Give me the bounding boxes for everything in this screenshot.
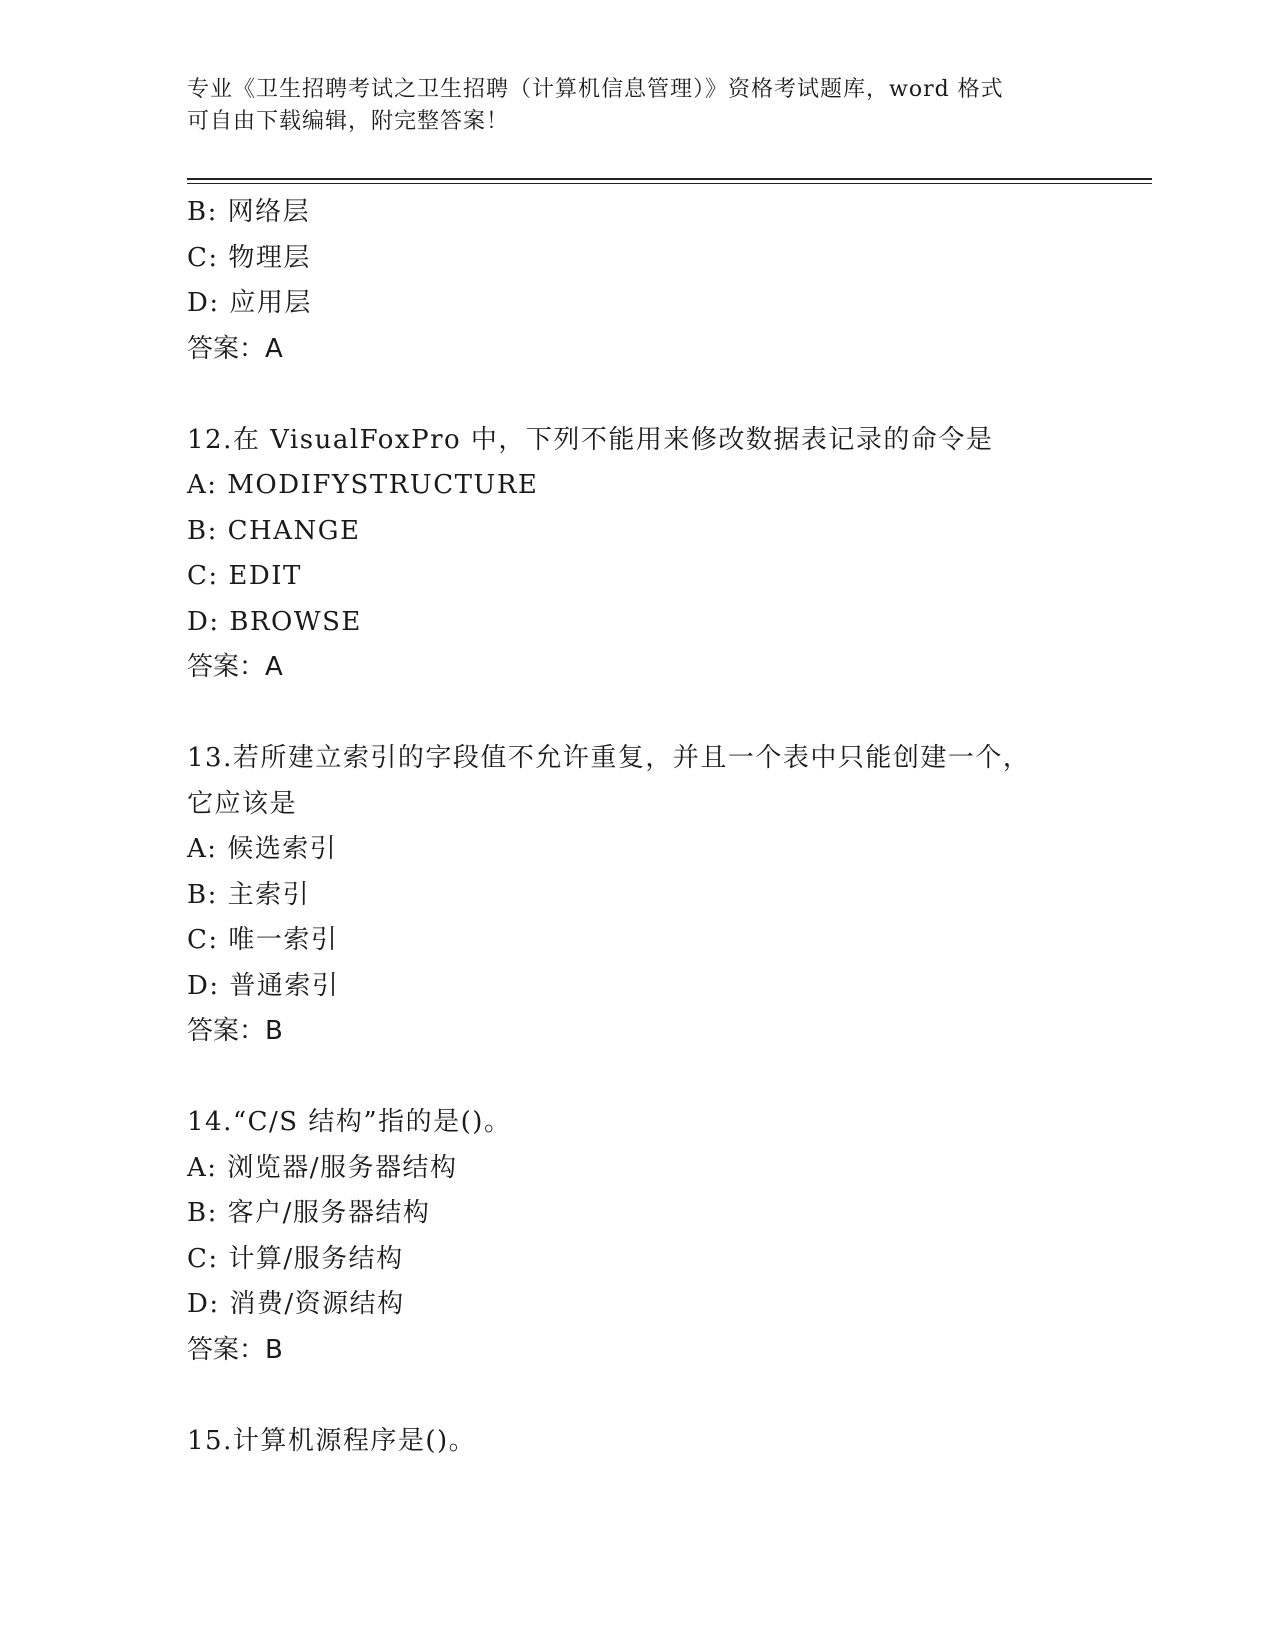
- header-title-line-1: 专业《卫生招聘考试之卫生招聘（计算机信息管理）》资格考试题库，word 格式: [187, 77, 1004, 102]
- spacer: [187, 1055, 1147, 1101]
- option-a: A: MODIFYSTRUCTURE: [187, 470, 539, 500]
- option-d: D: 消费/资源结构: [187, 1289, 405, 1319]
- option-d: D: 应用层: [187, 288, 312, 318]
- option-d: D: 普通索引: [187, 970, 340, 1001]
- page-header: [187, 74, 1087, 138]
- question-stem-line-1: 13.若所建立索引的字段值不允许重复，并且一个表中只能创建一个，: [187, 743, 1031, 773]
- question-block-13: [187, 736, 1147, 1055]
- option-c: C: 物理层: [187, 242, 311, 273]
- option-b: B: 网络层: [187, 197, 311, 227]
- option-b: B: CHANGE: [187, 515, 361, 546]
- question-stem: 15.计算机源程序是()。: [187, 1425, 477, 1456]
- header-divider-thick: [187, 178, 1152, 180]
- header-divider-thin: [187, 183, 1152, 184]
- spacer: [187, 691, 1147, 737]
- option-a: A: 浏览器/服务器结构: [187, 1152, 458, 1183]
- header-title-line-2: 可自由下载编辑，附完整答案！: [187, 109, 510, 134]
- question-block-15: [187, 1419, 1147, 1465]
- question-stem: 14.“C/S 结构”指的是()。: [187, 1107, 512, 1137]
- option-c: C: EDIT: [187, 561, 302, 591]
- option-c: C: 计算/服务结构: [187, 1243, 404, 1274]
- question-block-14: [187, 1100, 1147, 1373]
- question-stem: 12.在 VisualFoxPro 中，下列不能用来修改数据表记录的命令是: [187, 424, 994, 455]
- option-b: B: 主索引: [187, 879, 311, 910]
- option-b: B: 客户/服务器结构: [187, 1198, 431, 1228]
- answer-line: 答案：A: [187, 333, 283, 364]
- answer-line: 答案：A: [187, 652, 283, 682]
- question-list: [187, 190, 1147, 1464]
- question-block-previous: [187, 190, 1147, 372]
- option-d: D: BROWSE: [187, 606, 362, 637]
- spacer: [187, 372, 1147, 418]
- question-block-12: [187, 418, 1147, 691]
- answer-line: 答案：B: [187, 1334, 283, 1365]
- spacer: [187, 1373, 1147, 1419]
- answer-line: 答案：B: [187, 1016, 283, 1046]
- option-a: A: 候选索引: [187, 834, 338, 864]
- option-c: C: 唯一索引: [187, 925, 339, 955]
- question-stem-line-2: 它应该是: [187, 788, 298, 819]
